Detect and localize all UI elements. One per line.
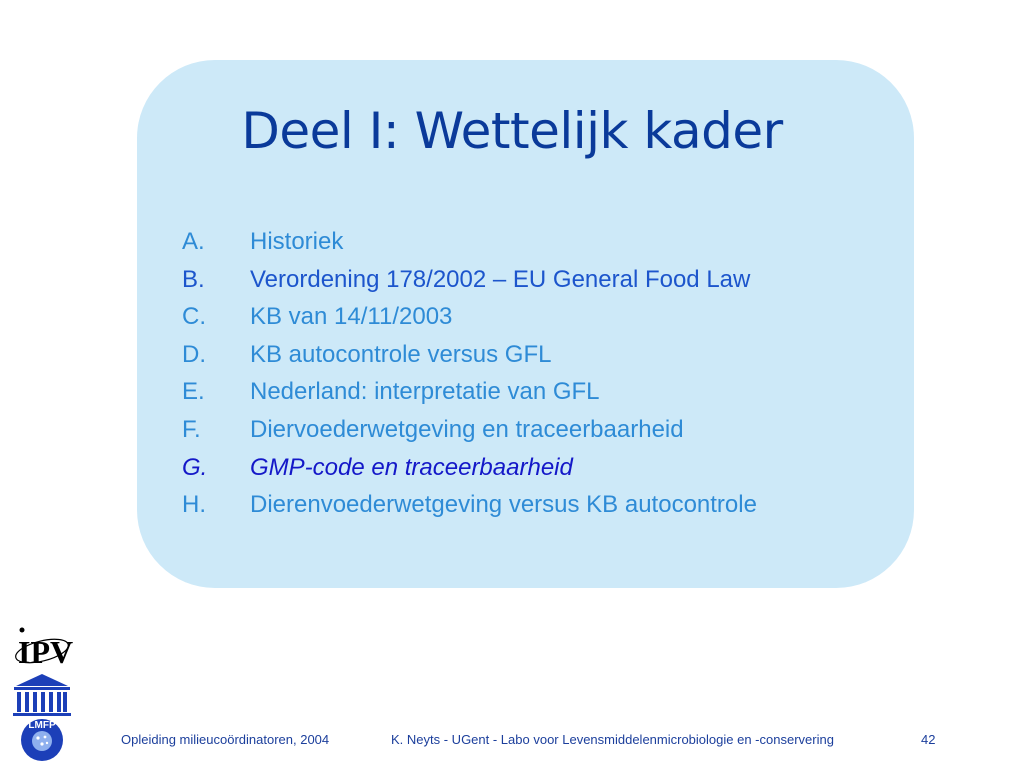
agenda-text: Dierenvoederwetgeving versus KB autocontrole	[250, 491, 757, 519]
agenda-letter: F.	[182, 415, 201, 443]
agenda-item-f	[182, 414, 757, 452]
agenda-letter: A.	[182, 228, 205, 255]
agenda-item-c	[182, 301, 757, 339]
agenda-letter: H.	[182, 491, 206, 519]
slide-title: Deel I: Wettelijk kader	[241, 102, 783, 160]
agenda-item-e	[182, 376, 757, 414]
ipv-logo	[13, 628, 73, 671]
agenda-text: KB van 14/11/2003	[250, 303, 453, 331]
agenda-text: Diervoederwetgeving en traceerbaarheid	[250, 415, 684, 443]
agenda-list	[182, 226, 757, 527]
agenda-text: KB autocontrole versus GFL	[250, 340, 552, 368]
building-icon	[13, 674, 71, 716]
agenda-text: Nederland: interpretatie van GFL	[250, 378, 600, 406]
ipv-logo-text: IPV	[18, 634, 74, 670]
lmfp-logo	[21, 719, 63, 761]
agenda-item-a	[182, 226, 757, 264]
agenda-letter: G.	[182, 453, 208, 481]
agenda-item-h	[182, 489, 757, 527]
agenda-item-g-current	[182, 452, 757, 490]
institution-logos	[8, 624, 76, 764]
agenda-letter: B.	[182, 265, 205, 293]
page-number: 42	[921, 732, 936, 747]
agenda-text: Historiek	[250, 228, 344, 255]
agenda-text: GMP-code en traceerbaarheid	[250, 453, 573, 481]
agenda-text: Verordening 178/2002 – EU General Food Law	[250, 265, 751, 293]
agenda-item-d	[182, 339, 757, 377]
agenda-letter: E.	[182, 378, 205, 406]
agenda-letter: C.	[182, 303, 206, 331]
lmfp-logo-text: LMFP	[28, 720, 56, 731]
agenda-item-b	[182, 264, 757, 302]
footer-author: K. Neyts - UGent - Labo voor Levensmiddelenmicrobiologie en -conservering	[391, 732, 834, 747]
agenda-letter: D.	[182, 340, 206, 368]
footer-course: Opleiding milieucoördinatoren, 2004	[121, 732, 330, 747]
